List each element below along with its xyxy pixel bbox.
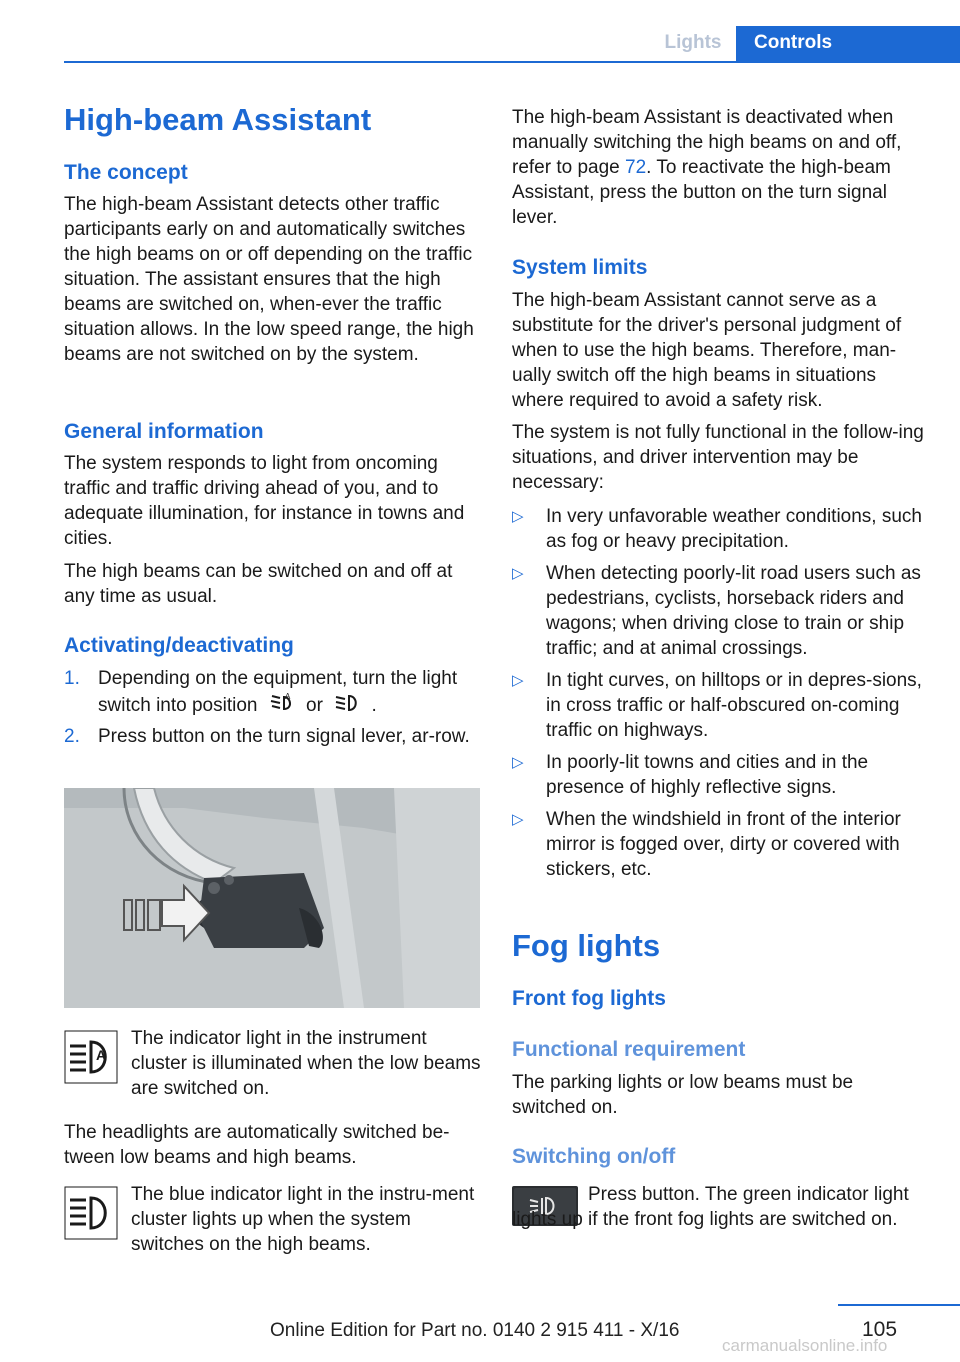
indicator-2-text: The blue indicator light in the instru-ment cluster lights up when the system switches on the high beams.: [131, 1184, 475, 1255]
footer-rule: [838, 1304, 960, 1306]
step-text: Press button on the turn signal lever, ar-row.: [98, 726, 470, 747]
auto-low-beam-indicator-icon: [64, 1030, 118, 1084]
header-section-lights: Lights: [664, 32, 722, 53]
general-info-text-1: The system responds to light from oncoming traffic and traffic driving ahead of you, and to adequate illumination, for instance in towns and cities.: [64, 453, 465, 549]
bullet-text: In tight curves, on hilltops or in depres-sions, in cross traffic or half-obscured on-coming traffic on highways.: [546, 670, 922, 741]
concept-heading: The concept: [64, 161, 188, 184]
list-item: [512, 807, 930, 882]
bullet-text: In poorly-lit towns and cities and in the presence of highly reflective signs.: [546, 752, 869, 798]
general-info-heading: General information: [64, 420, 264, 443]
front-fog-heading: Front fog lights: [512, 987, 666, 1010]
list-item: [512, 561, 930, 661]
step-number: 2.: [64, 726, 80, 747]
list-item: [64, 724, 482, 749]
system-limits-text-1: The high-beam Assistant cannot serve as a substitute for the driver's personal judgment of when to use the high beams. Therefore, man-ually switch off the high beams in situations where required to avoid a safety risk.: [512, 290, 902, 411]
low-beam-icon: [332, 691, 362, 715]
bullet-text: When detecting poorly-lit road users such as pedestrians, cyclists, horseback riders and wagons; when driving close to train or ship traffic; and at animal crossings.: [546, 563, 921, 659]
high-beam-indicator-icon: [64, 1186, 118, 1240]
list-item: [512, 668, 930, 743]
switching-text: Press button. The green indicator light lights up if the front fog lights are switched on.: [512, 1184, 909, 1230]
header-section-controls: Controls: [736, 26, 960, 62]
activating-heading: Activating/deactivating: [64, 634, 294, 657]
triangle-bullet-icon: ▷: [512, 811, 524, 828]
triangle-bullet-icon: ▷: [512, 672, 524, 689]
step-number: 1.: [64, 668, 80, 689]
edition-footer: Online Edition for Part no. 0140 2 915 411 - X/16: [270, 1320, 680, 1341]
deactivated-text: [512, 105, 930, 230]
functional-requirement-heading: Functional requirement: [512, 1038, 746, 1061]
triangle-bullet-icon: ▷: [512, 754, 524, 771]
deactivated-text-before: The high-beam Assistant is deactivated when manually switching the high beams on and off, refer to page: [512, 107, 902, 178]
general-info-text-2: The high beams can be switched on and off at any time as usual.: [64, 561, 453, 607]
svg-text:A: A: [96, 1047, 107, 1063]
limits-list: [512, 504, 930, 882]
fog-lights-title: Fog lights: [512, 928, 661, 963]
step-text: Depending on the equipment, turn the light switch into position: [98, 668, 458, 716]
list-item: [64, 666, 482, 718]
headlights-text: The headlights are automatically switched be-tween low beams and high beams.: [64, 1122, 450, 1168]
system-limits-heading: System limits: [512, 256, 648, 279]
auto-headlight-icon: [267, 691, 297, 715]
deactivated-text-after: . To reactivate the high-beam Assistant, press the button on the turn signal lever.: [512, 157, 891, 228]
bullet-text: In very unfavorable weather conditions, such as fog or heavy precipitation.: [546, 506, 922, 552]
list-item: [512, 504, 930, 554]
header-rule: [64, 61, 960, 63]
concept-text: The high-beam Assistant detects other traffic participants early on and automatically switches the high beams on or off depending on the traffic situation. The assistant ensures that the high beams are switched on, when-ever the traffic situation allows. In the low speed range, the high beams are not switched on by the system.: [64, 194, 474, 365]
page-link[interactable]: 72: [625, 157, 647, 178]
turn-signal-lever-illustration: [64, 788, 480, 1008]
step-or: or: [306, 695, 323, 716]
system-limits-text-2: The system is not fully functional in the follow-ing situations, and driver intervention may be necessary:: [512, 422, 924, 493]
steps-list: [64, 666, 482, 749]
watermark: carmanualsonline.info: [722, 1336, 888, 1355]
triangle-bullet-icon: ▷: [512, 508, 524, 525]
svg-text:A: A: [284, 692, 291, 701]
switching-heading: Switching on/off: [512, 1145, 676, 1168]
step-after: .: [371, 695, 377, 716]
list-item: [512, 750, 930, 800]
bullet-text: When the windshield in front of the interior mirror is fogged over, dirty or covered with stickers, etc.: [546, 809, 901, 880]
functional-requirement-text: The parking lights or low beams must be switched on.: [512, 1072, 854, 1118]
page-number: 105: [862, 1318, 898, 1341]
triangle-bullet-icon: ▷: [512, 565, 524, 582]
page-title: High-beam Assistant: [64, 102, 372, 137]
indicator-1-text: The indicator light in the instrument cluster is illuminated when the low beams are switched on.: [131, 1028, 481, 1099]
